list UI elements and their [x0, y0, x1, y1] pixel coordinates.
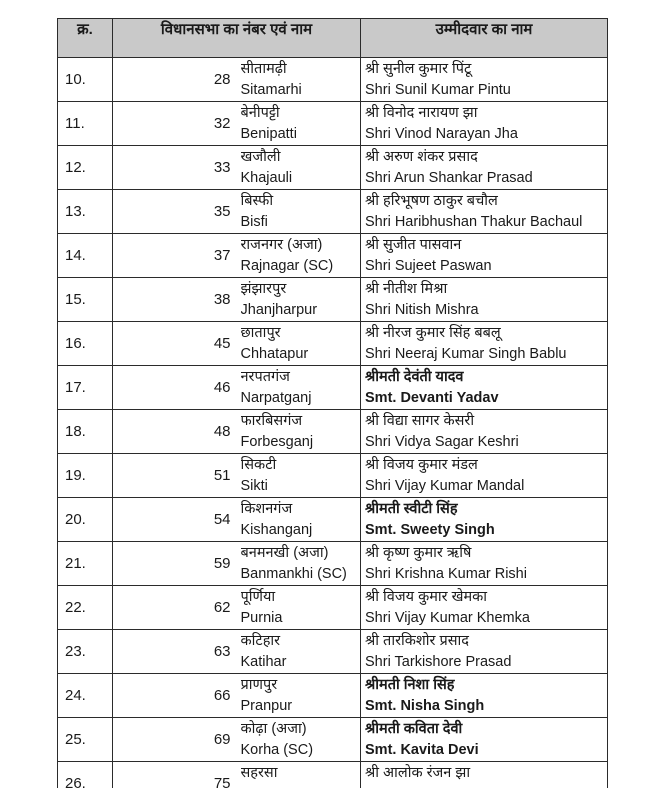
table-row	[58, 542, 608, 586]
candidate-name-english: Shri Sujeet Paswan	[365, 258, 492, 274]
constituency-name-hindi: सहरसा	[240, 765, 278, 781]
candidate-name-hindi: श्री सुनील कुमार पिंटू	[365, 61, 472, 77]
header-serial-number: क्र.	[58, 19, 113, 58]
constituency-name-cell	[237, 718, 361, 762]
constituency-name-english: Banmankhi (SC)	[240, 566, 347, 582]
serial-number: 24.	[58, 674, 113, 718]
candidate-name-hindi: श्री कृष्ण कुमार ऋषि	[365, 545, 472, 561]
constituency-name-cell	[237, 674, 361, 718]
constituency-number: 54	[113, 498, 237, 542]
constituency-name-english: Khajauli	[240, 170, 293, 186]
table-row	[58, 630, 608, 674]
constituency-number: 51	[113, 454, 237, 498]
constituency-name-english: Rajnagar (SC)	[240, 258, 334, 274]
table-row	[58, 454, 608, 498]
candidate-name-hindi: श्री नीरज कुमार सिंह बबलू	[365, 325, 501, 341]
constituency-name-cell	[237, 630, 361, 674]
header-candidate: उम्मीदवार का नाम	[361, 19, 608, 58]
table-row	[58, 190, 608, 234]
candidate-name-hindi: श्री हरिभूषण ठाकुर बचौल	[365, 193, 498, 209]
candidate-name-hindi: श्री आलोक रंजन झा	[365, 765, 471, 781]
serial-number: 19.	[58, 454, 113, 498]
constituency-number: 45	[113, 322, 237, 366]
candidate-name-english: Smt. Sweety Singh	[365, 522, 495, 538]
candidate-name-hindi: श्रीमती कविता देवी	[365, 721, 463, 737]
constituency-name-hindi: किशनगंज	[240, 501, 293, 517]
constituency-number: 69	[113, 718, 237, 762]
constituency-name-hindi: कटिहार	[240, 633, 281, 649]
constituency-number: 59	[113, 542, 237, 586]
serial-number: 20.	[58, 498, 113, 542]
constituency-number: 63	[113, 630, 237, 674]
serial-number: 25.	[58, 718, 113, 762]
candidate-name-cell	[361, 454, 608, 498]
serial-number: 16.	[58, 322, 113, 366]
candidate-name-cell	[361, 542, 608, 586]
serial-number: 23.	[58, 630, 113, 674]
table-row	[58, 234, 608, 278]
constituency-number: 35	[113, 190, 237, 234]
constituency-name-hindi: झंझारपुर	[240, 281, 287, 297]
candidate-name-cell	[361, 630, 608, 674]
serial-number: 18.	[58, 410, 113, 454]
constituency-name-english: Purnia	[240, 610, 283, 626]
candidate-name-english: Shri Tarkishore Prasad	[365, 654, 512, 670]
candidate-name-cell	[361, 58, 608, 102]
constituency-name-cell	[237, 762, 361, 788]
candidate-name-english: Shri Vijay Kumar Mandal	[365, 478, 525, 494]
constituency-number: 37	[113, 234, 237, 278]
candidate-name-cell	[361, 190, 608, 234]
constituency-name-hindi: नरपतगंज	[240, 369, 290, 385]
candidate-name-english: Shri Sunil Kumar Pintu	[365, 82, 511, 98]
serial-number: 22.	[58, 586, 113, 630]
table-row	[58, 58, 608, 102]
constituency-name-hindi: प्राणपुर	[240, 677, 278, 693]
candidate-name-cell	[361, 498, 608, 542]
constituency-name-hindi: बेनीपट्टी	[240, 105, 280, 121]
candidate-name-english: Shri Haribhushan Thakur Bachaul	[365, 214, 583, 230]
constituency-name-cell	[237, 454, 361, 498]
serial-number: 13.	[58, 190, 113, 234]
serial-number: 17.	[58, 366, 113, 410]
table-body	[58, 58, 608, 788]
table-row	[58, 278, 608, 322]
candidate-name-cell	[361, 674, 608, 718]
constituency-number: 75	[113, 762, 237, 788]
serial-number: 12.	[58, 146, 113, 190]
constituency-name-hindi: छातापुर	[240, 325, 281, 341]
constituency-number: 66	[113, 674, 237, 718]
header-row	[58, 19, 608, 58]
table-row	[58, 674, 608, 718]
table-row	[58, 146, 608, 190]
candidate-name-english: Shri Arun Shankar Prasad	[365, 170, 533, 186]
constituency-name-cell	[237, 542, 361, 586]
constituency-name-cell	[237, 498, 361, 542]
constituency-name-english: Korha (SC)	[240, 742, 314, 758]
candidate-name-hindi: श्री विनोद नारायण झा	[365, 105, 478, 121]
constituency-name-hindi: बिस्फी	[240, 193, 274, 209]
candidate-name-cell	[361, 146, 608, 190]
candidate-name-hindi: श्री विजय कुमार मंडल	[365, 457, 478, 473]
constituency-name-cell	[237, 278, 361, 322]
constituency-number: 48	[113, 410, 237, 454]
constituency-number: 33	[113, 146, 237, 190]
table-row	[58, 718, 608, 762]
candidate-name-hindi: श्रीमती देवंती यादव	[365, 369, 464, 385]
candidate-name-english: Smt. Devanti Yadav	[365, 390, 499, 406]
constituency-number: 62	[113, 586, 237, 630]
constituency-number: 32	[113, 102, 237, 146]
constituency-name-cell	[237, 586, 361, 630]
constituency-name-english: Pranpur	[240, 698, 293, 714]
candidate-name-hindi: श्री नीतीश मिश्रा	[365, 281, 448, 297]
candidate-list-table	[57, 18, 608, 788]
candidate-name-english: Shri Krishna Kumar Rishi	[365, 566, 527, 582]
constituency-name-english: Forbesganj	[240, 434, 314, 450]
serial-number: 10.	[58, 58, 113, 102]
candidate-name-english: Shri Nitish Mishra	[365, 302, 479, 318]
header-constituency: विधानसभा का नंबर एवं नाम	[113, 19, 361, 58]
candidate-name-english: Shri Vidya Sagar Keshri	[365, 434, 519, 450]
constituency-number: 38	[113, 278, 237, 322]
constituency-name-cell	[237, 322, 361, 366]
candidate-name-hindi: श्री सुजीत पासवान	[365, 237, 462, 253]
constituency-name-english: Bisfi	[240, 214, 268, 230]
candidate-name-english: Shri Vinod Narayan Jha	[365, 126, 518, 142]
constituency-name-cell	[237, 366, 361, 410]
serial-number: 21.	[58, 542, 113, 586]
table-row	[58, 102, 608, 146]
constituency-name-english: Benipatti	[240, 126, 297, 142]
table-row	[58, 322, 608, 366]
candidate-name-hindi: श्रीमती स्वीटी सिंह	[365, 501, 458, 517]
candidate-name-cell	[361, 410, 608, 454]
constituency-name-hindi: सिकटी	[240, 457, 277, 473]
constituency-name-cell	[237, 146, 361, 190]
candidate-name-english: Smt. Nisha Singh	[365, 698, 485, 714]
constituency-name-cell	[237, 190, 361, 234]
candidate-name-hindi: श्री विजय कुमार खेमका	[365, 589, 488, 605]
serial-number: 26.	[58, 762, 113, 788]
serial-number: 15.	[58, 278, 113, 322]
serial-number: 11.	[58, 102, 113, 146]
constituency-name-hindi: फारबिसगंज	[240, 413, 303, 429]
constituency-name-hindi: पूर्णिया	[240, 589, 276, 605]
constituency-number: 28	[113, 58, 237, 102]
constituency-name-hindi: कोढ़ा (अजा)	[240, 721, 307, 737]
constituency-name-cell	[237, 410, 361, 454]
candidate-name-cell	[361, 278, 608, 322]
table-row	[58, 762, 608, 788]
candidate-name-hindi: श्रीमती निशा सिंह	[365, 677, 455, 693]
candidate-name-cell	[361, 322, 608, 366]
candidate-name-cell	[361, 366, 608, 410]
constituency-name-hindi: राजनगर (अजा)	[240, 237, 323, 253]
constituency-name-hindi: बनमनखी (अजा)	[240, 545, 329, 561]
candidate-name-english: Shri Neeraj Kumar Singh Bablu	[365, 346, 567, 362]
candidate-name-hindi: श्री विद्या सागर केसरी	[365, 413, 475, 429]
candidate-name-cell	[361, 718, 608, 762]
candidate-name-english: Shri Vijay Kumar Khemka	[365, 610, 530, 626]
constituency-name-english: Narpatganj	[240, 390, 312, 406]
constituency-name-cell	[237, 58, 361, 102]
candidate-name-cell	[361, 586, 608, 630]
candidate-name-cell	[361, 762, 608, 788]
table-row	[58, 498, 608, 542]
candidate-name-cell	[361, 234, 608, 278]
constituency-name-english: Kishanganj	[240, 522, 313, 538]
constituency-name-english: Katihar	[240, 654, 287, 670]
constituency-name-english: Chhatapur	[240, 346, 309, 362]
table-row	[58, 586, 608, 630]
constituency-number: 46	[113, 366, 237, 410]
constituency-name-english: Jhanjharpur	[240, 302, 318, 318]
candidate-name-english: Smt. Kavita Devi	[365, 742, 479, 758]
table-row	[58, 410, 608, 454]
candidate-name-cell	[361, 102, 608, 146]
serial-number: 14.	[58, 234, 113, 278]
constituency-name-hindi: खजौली	[240, 149, 281, 165]
table-row	[58, 366, 608, 410]
constituency-name-hindi: सीतामढ़ी	[240, 61, 287, 77]
constituency-name-english: Sitamarhi	[240, 82, 302, 98]
constituency-name-english: Sikti	[240, 478, 268, 494]
constituency-name-cell	[237, 234, 361, 278]
constituency-name-cell	[237, 102, 361, 146]
candidate-name-hindi: श्री अरुण शंकर प्रसाद	[365, 149, 478, 165]
candidate-name-hindi: श्री तारकिशोर प्रसाद	[365, 633, 469, 649]
